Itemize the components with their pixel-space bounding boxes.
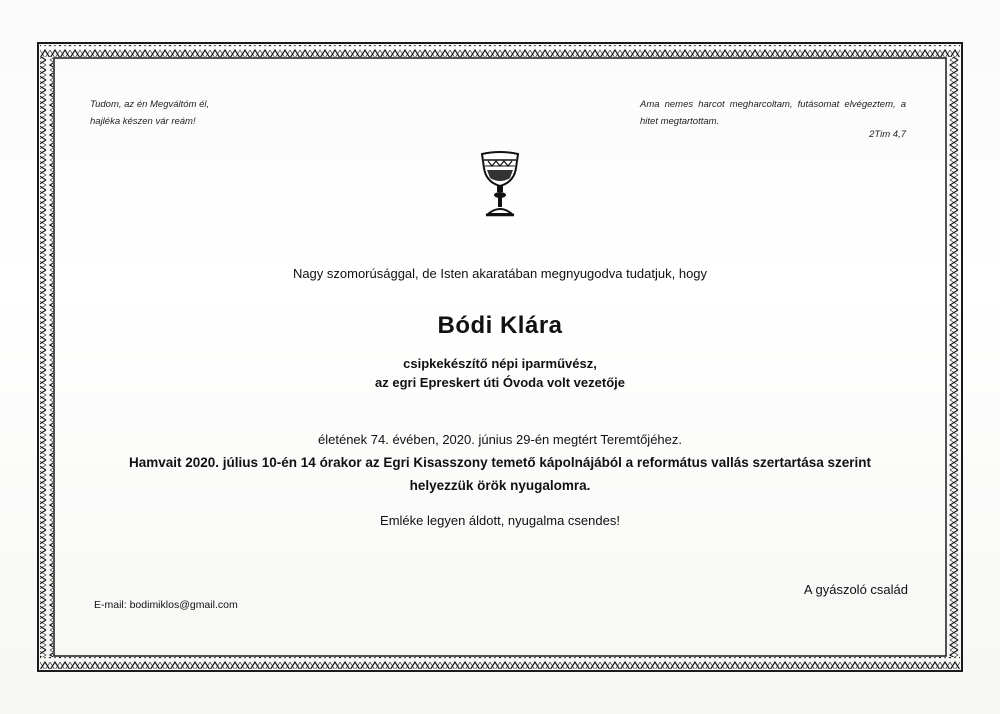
funeral-details-line1: Hamvait 2020. július 10-én 14 órakor az Egri Kisasszony temető kápolnájából a református vallás szertartása szerint bbox=[128, 455, 872, 470]
death-notice: életének 74. évében, 2020. június 29-én megtért Teremtőjéhez. bbox=[318, 432, 682, 447]
occupation-line2: az egri Epreskert úti Óvoda volt vezetője bbox=[375, 375, 625, 390]
quote-reference: 2Tim 4,7 bbox=[869, 129, 906, 140]
quote-left bbox=[90, 96, 330, 130]
occupation-line1: csipkekészítő népi iparművész, bbox=[403, 356, 597, 371]
intro-text: Nagy szomorúsággal, de Isten akaratában megnyugodva tudatjuk, hogy bbox=[292, 266, 708, 281]
quote-left-line1: Tudom, az én Megváltóm él, bbox=[90, 99, 210, 110]
contact-email: E-mail: bodimiklos@gmail.com bbox=[94, 599, 238, 611]
chalice-icon bbox=[476, 148, 524, 220]
quote-right: Ama nemes harcot megharcoltam, futásomat elvégeztem, a hitet megtartottam. bbox=[640, 99, 906, 127]
farewell-text: Emléke legyen áldott, nyugalma csendes! bbox=[380, 513, 620, 528]
funeral-details-line2: helyezzük örök nyugalomra. bbox=[409, 478, 591, 493]
deceased-name: Bódi Klára bbox=[437, 312, 563, 339]
signature-family: A gyászoló család bbox=[803, 582, 908, 597]
quote-left-line2: hajléka készen vár reám! bbox=[90, 116, 196, 127]
